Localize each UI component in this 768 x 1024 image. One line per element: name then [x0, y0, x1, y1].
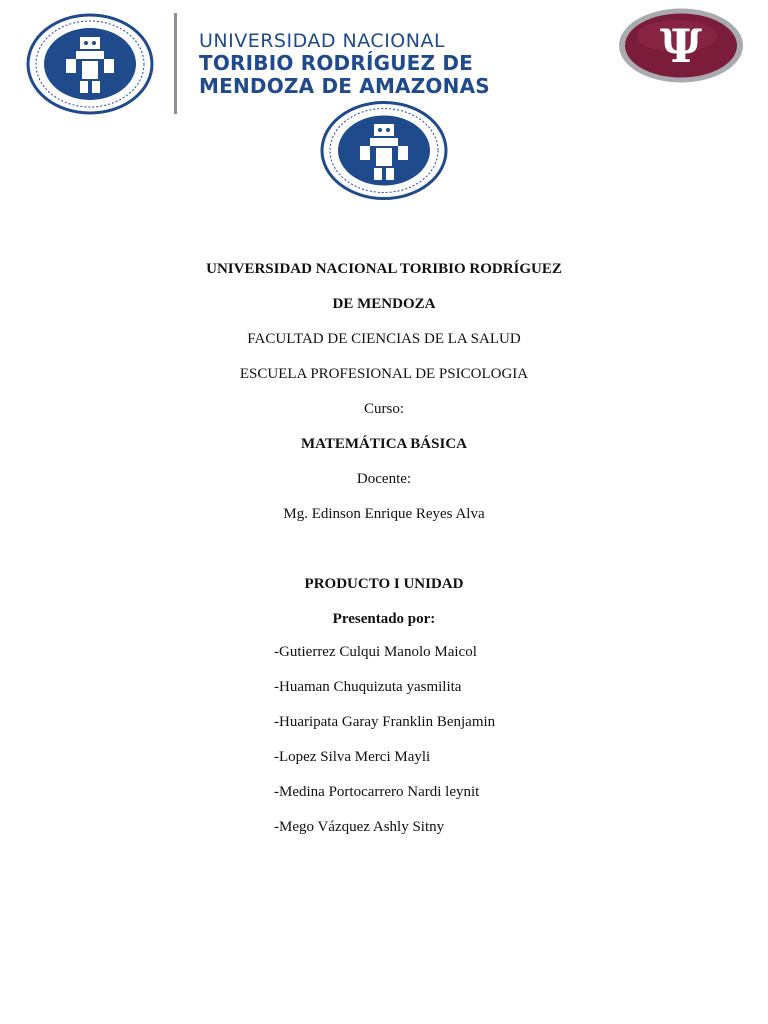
- author-item: -Medina Portocarrero Nardi leynit: [274, 784, 480, 800]
- wordmark-line-1: UNIVERSIDAD NACIONAL: [199, 30, 446, 52]
- psi-logo-icon: [617, 6, 745, 85]
- presented-by-label: Presentado por:: [332, 611, 436, 627]
- wordmark-line-3: MENDOZA DE AMAZONAS: [199, 74, 490, 98]
- teacher-label: Docente:: [356, 471, 412, 487]
- header-divider: [174, 13, 177, 114]
- university-name-line-1: UNIVERSIDAD NACIONAL TORIBIO RODRÍGUEZ: [206, 261, 562, 277]
- university-seal-icon: [320, 100, 448, 201]
- university-seal-icon: [26, 13, 154, 115]
- product-title: PRODUCTO I UNIDAD: [304, 576, 464, 592]
- author-item: -Huaripata Garay Franklin Benjamin: [274, 714, 496, 730]
- course-name: MATEMÁTICA BÁSICA: [301, 436, 467, 452]
- teacher-name: Mg. Edinson Enrique Reyes Alva: [283, 506, 485, 522]
- author-item: -Lopez Silva Merci Mayli: [274, 749, 431, 765]
- cover-content: [0, 258, 768, 643]
- faculty-name: FACULTAD DE CIENCIAS DE LA SALUD: [247, 331, 521, 347]
- author-item: -Mego Vázquez Ashly Sitny: [274, 819, 445, 835]
- course-label: Curso:: [363, 401, 404, 417]
- author-list: [274, 641, 694, 851]
- author-item: -Gutierrez Culqui Manolo Maicol: [274, 644, 477, 660]
- school-name: ESCUELA PROFESIONAL DE PSICOLOGIA: [239, 366, 529, 382]
- wordmark-line-2: TORIBIO RODRÍGUEZ DE: [199, 51, 474, 75]
- svg-text:Ψ: Ψ: [659, 19, 703, 73]
- university-name-line-2: DE MENDOZA: [332, 296, 436, 312]
- author-item: -Huaman Chuquizuta yasmilita: [274, 679, 462, 695]
- university-wordmark: [199, 30, 559, 98]
